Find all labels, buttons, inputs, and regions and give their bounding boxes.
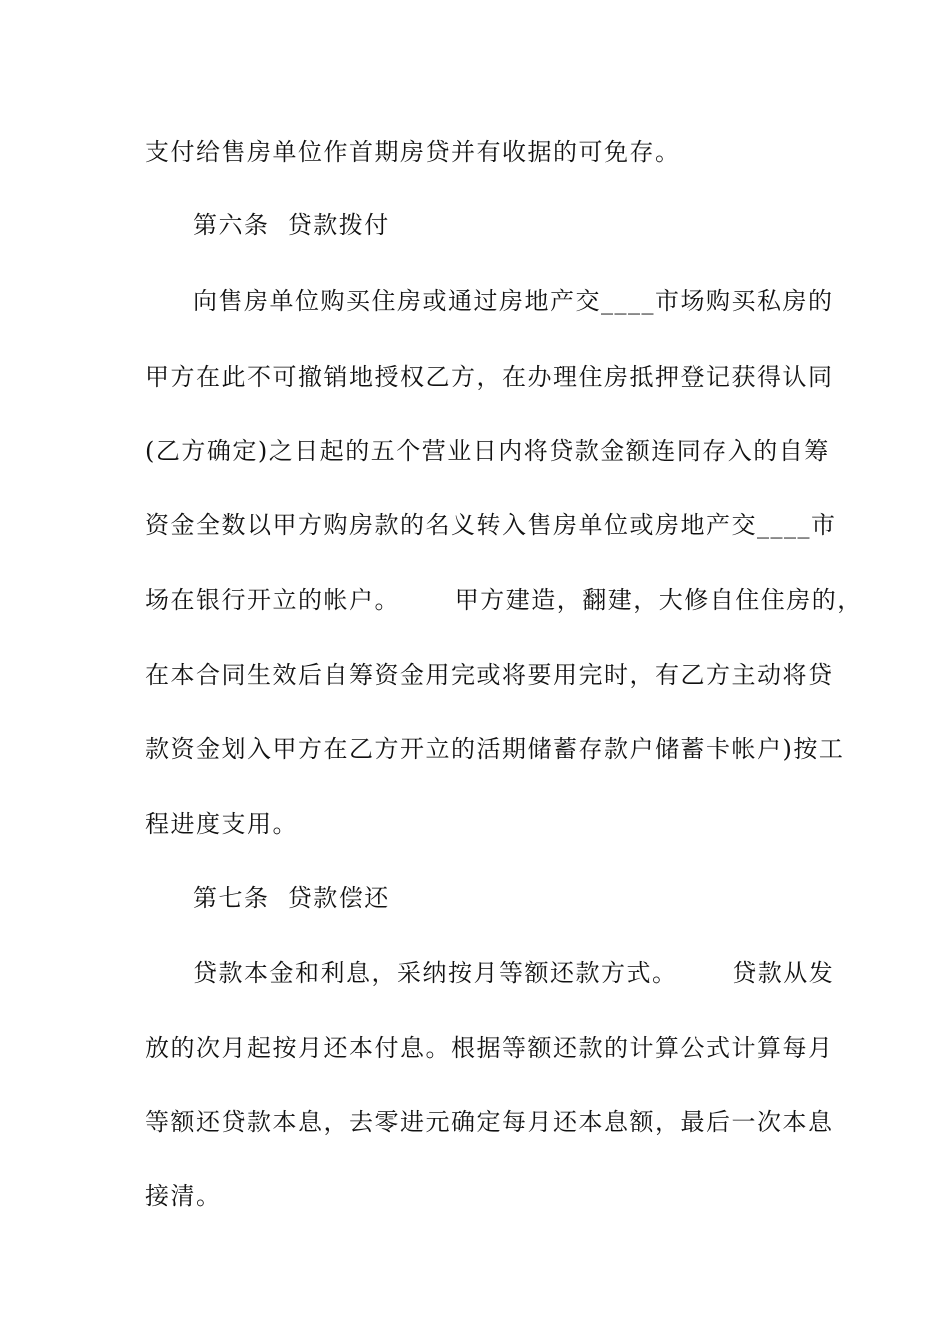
body-text-line: 程进度支用。 — [145, 810, 298, 838]
article-heading-6: 第六条 贷款拨付 — [193, 211, 390, 239]
body-text-line: 接清。 — [145, 1182, 222, 1210]
body-text-line: 款资金划入甲方在乙方开立的活期储蓄存款户储蓄卡帐户)按工 — [145, 735, 845, 763]
body-text-line: 支付给售房单位作首期房贷并有收据的可免存。 — [145, 138, 681, 166]
body-text-line: (乙方确定)之日起的五个营业日内将贷款金额连同存入的自筹 — [145, 437, 830, 465]
body-text-line: 贷款本金和利息，采纳按月等额还款方式。 贷款从发 — [193, 959, 835, 987]
body-text-line: 场在银行开立的帐户。 甲方建造，翻建，大修自住住房的， — [145, 586, 863, 614]
body-text-line: 在本合同生效后自筹资金用完或将要用完时，有乙方主动将贷 — [145, 661, 834, 689]
article-heading-7: 第七条 贷款偿还 — [193, 884, 390, 912]
body-text-line: 放的次月起按月还本付息。根据等额还款的计算公式计算每月 — [145, 1034, 834, 1062]
body-text-line: 等额还贷款本息，去零进元确定每月还本息额，最后一次本息 — [145, 1108, 834, 1136]
body-text-line: 资金全数以甲方购房款的名义转入售房单位或房地产交____市 — [145, 511, 837, 539]
body-text-line: 向售房单位购买住房或通过房地产交____市场购买私房的 — [193, 287, 834, 315]
body-text-line: 甲方在此不可撤销地授权乙方，在办理住房抵押登记获得认同 — [145, 363, 834, 391]
